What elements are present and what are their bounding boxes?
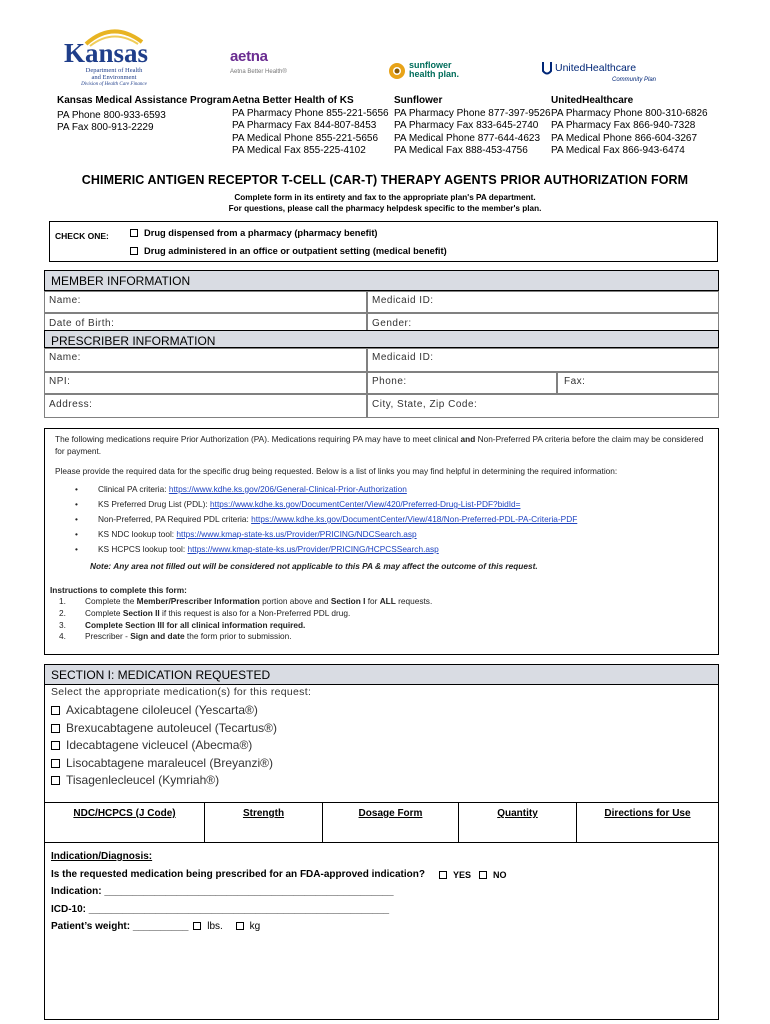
ndc-column[interactable] — [45, 803, 205, 843]
uhc-line: PA Pharmacy Fax 866-940-7328 — [551, 120, 696, 131]
member-name-field[interactable] — [44, 291, 367, 313]
lbs-label: lbs. — [207, 921, 223, 932]
prescriber-npi-field[interactable] — [44, 372, 367, 394]
instruction-text: Complete the — [85, 596, 137, 606]
medication-label: Brexucabtagene autoleucel (Tecartus®) — [66, 720, 277, 735]
prescriber-address-label: Address: — [49, 399, 93, 410]
instruction-text: the form prior to submission. — [184, 631, 292, 642]
medical-benefit-option[interactable] — [130, 246, 447, 256]
sunflower-logo-line1: sunflower — [409, 60, 452, 70]
medication-option[interactable] — [51, 737, 277, 755]
helpful-link-item: • KS HCPCS lookup tool: https://www.kmap-state-ks.us/Provider/PRICING/HCPCSSearch.asp — [75, 544, 439, 554]
instruction-text: if this request is also for a Non-Preferred PDL drug. — [159, 607, 351, 618]
kansas-contact — [57, 95, 231, 135]
prescriber-medicaid-id-field[interactable] — [367, 348, 719, 372]
benefit-type-box — [49, 221, 718, 262]
directions-column-header: Directions for Use — [604, 808, 691, 819]
aetna-line: PA Pharmacy Fax 844-807-8453 — [232, 120, 377, 131]
instruction-text: Prescriber - — [85, 631, 131, 642]
form-subtitle-2: For questions, please call the pharmacy helpdesk specific to the member's plan. — [228, 204, 542, 213]
uhc-contact-name: UnitedHealthcare — [551, 95, 634, 106]
prescriber-npi-label: NPI: — [49, 376, 71, 387]
fda-yes-checkbox[interactable] — [439, 871, 447, 879]
icd10-line[interactable]: ICD-10: ______________________________________________________ — [51, 904, 390, 915]
aetna-tagline: Aetna Better Health® — [230, 69, 287, 75]
instruction-text: portion above and — [259, 596, 331, 606]
aetna-line: PA Pharmacy Phone 855-221-5656 — [232, 107, 389, 119]
directions-column[interactable] — [577, 803, 718, 843]
clinical-pa-criteria-link[interactable]: https://www.kdhe.ks.gov/206/General-Clinical-Prior-Authorization — [168, 484, 407, 494]
link-label: KS NDC lookup tool: — [98, 529, 177, 539]
indication-line[interactable]: Indication: ____________________________________________________ — [51, 886, 394, 897]
uhc-line: PA Medical Fax 866-943-6474 — [551, 145, 685, 156]
instruction-bold: ALL — [379, 596, 396, 606]
unitedhealthcare-logo — [542, 60, 692, 90]
medication-list — [51, 702, 277, 790]
dosage-form-column[interactable] — [323, 803, 459, 843]
instruction-num: 1. — [59, 596, 66, 606]
instruction-item — [59, 620, 432, 632]
instruction-bold: Member/Prescriber Information — [136, 596, 260, 606]
dosage-form-column-header: Dosage Form — [358, 808, 423, 819]
fda-no-label: NO — [493, 870, 507, 880]
check-one-label: CHECK ONE: — [55, 231, 109, 241]
sunflower-line: PA Pharmacy Fax 833-645-2740 — [394, 120, 539, 131]
instruction-text: for — [365, 596, 380, 606]
drug-detail-table — [44, 803, 719, 843]
aetna-line: PA Medical Fax 855-225-4102 — [232, 145, 366, 156]
strength-column[interactable] — [205, 803, 323, 843]
kansas-pa-phone: PA Phone 800-933-6593 — [57, 109, 166, 121]
quantity-column[interactable] — [459, 803, 577, 843]
uhc-contact — [551, 95, 708, 158]
instruction-bold: Section II — [122, 607, 160, 618]
instruction-bold: Complete Section III for all clinical information required. — [85, 619, 306, 630]
pa-data-text: Please provide the required data for the specific drug being requested. Below is a list of links you may find helpful in determining the required information: — [55, 466, 618, 476]
medication-checkbox[interactable] — [51, 759, 60, 768]
medication-label: Idecabtagene vicleucel (Abecma®) — [66, 738, 253, 752]
medical-benefit-label: Drug administered in an office or outpatient setting (medical benefit) — [144, 246, 447, 256]
pharmacy-benefit-option[interactable] — [130, 228, 378, 238]
link-label: KS Preferred Drug List (PDL): — [98, 499, 211, 509]
medication-selection-box — [44, 685, 719, 803]
kansas-kdhe-logo — [58, 22, 168, 92]
sunflower-contact-name: Sunflower — [394, 95, 443, 106]
medication-checkbox[interactable] — [51, 741, 60, 750]
helpful-link-item: • Clinical PA criteria: https://www.kdhe.ks.gov/206/General-Clinical-Prior-Authorization — [75, 484, 407, 494]
instructions-list — [59, 596, 432, 643]
kansas-pa-fax: PA Fax 800-913-2229 — [57, 122, 154, 133]
fda-approved-question: Is the requested medication being prescribed for an FDA-approved indication? — [51, 869, 425, 880]
link-label: Clinical PA criteria: — [98, 484, 169, 494]
kg-checkbox[interactable] — [236, 922, 244, 930]
kansas-logo-sub1: Department of Health — [85, 67, 143, 74]
helpful-link-item: • Non-Preferred, PA Required PDL criteria: https://www.kdhe.ks.gov/DocumentCenter/View/418/Non-Preferred-PDL-PA-Criteria-PDF — [75, 514, 578, 524]
instruction-item — [59, 631, 432, 643]
member-info-header: MEMBER INFORMATION — [44, 270, 719, 291]
aetna-logo-text: aetna — [230, 48, 268, 65]
prescriber-city-label: City, State, Zip Code: — [372, 399, 478, 410]
prescriber-name-label: Name: — [49, 352, 81, 363]
sunflower-line: PA Medical Phone 877-644-4623 — [394, 132, 541, 144]
medication-option[interactable] — [51, 720, 277, 738]
section1-header: SECTION I: MEDICATION REQUESTED — [44, 664, 719, 685]
patient-weight-row — [51, 921, 260, 932]
medical-benefit-checkbox[interactable] — [130, 247, 138, 255]
sunflower-logo — [388, 60, 468, 86]
kansas-logo-sub3: Division of Health Care Finance — [81, 82, 147, 87]
helpful-link-item: • KS NDC lookup tool: https://www.kmap-state-ks.us/Provider/PRICING/NDCSearch.asp — [75, 529, 417, 539]
kansas-contact-name: Kansas Medical Assistance Program — [57, 95, 232, 106]
sunflower-contact — [394, 95, 551, 158]
uhc-u-icon — [542, 61, 552, 77]
member-gender-label: Gender: — [372, 318, 412, 329]
uhc-logo-sub: Community Plan — [612, 77, 657, 83]
pa-intro-part1: The following medications require Prior Authorization (PA). Medications requiring PA may have to meet clinical — [55, 434, 461, 444]
aetna-contact-name: Aetna Better Health of KS — [232, 95, 354, 106]
ndc-column-header: NDC/HCPCS (J Code) — [73, 808, 176, 819]
uhc-line: PA Pharmacy Phone 800-310-6826 — [551, 107, 708, 119]
prescriber-city-field[interactable] — [367, 394, 719, 418]
uhc-line: PA Medical Phone 866-604-3267 — [551, 132, 698, 144]
pa-info-box — [44, 428, 719, 655]
medication-label: Tisagenlecleucel (Kymriah®) — [66, 773, 220, 787]
sunflower-line: PA Medical Fax 888-453-4756 — [394, 145, 528, 156]
prescriber-phone-field[interactable] — [367, 372, 557, 394]
fda-yes-label: YES — [453, 870, 472, 880]
instruction-bold: Section I — [330, 596, 366, 606]
incomplete-note: Note: Any area not filled out will be considered not applicable to this PA & may affect the outcome of this request. — [90, 561, 538, 571]
prescriber-info-header: PRESCRIBER INFORMATION — [44, 330, 719, 348]
member-dob-label: Date of Birth: — [49, 318, 115, 329]
prescriber-name-field[interactable] — [44, 348, 367, 372]
medication-prompt: Select the appropriate medication(s) for this request: — [51, 686, 312, 698]
medication-option[interactable] — [51, 772, 277, 790]
indication-box — [44, 843, 719, 1020]
non-preferred-criteria-link[interactable]: https://www.kdhe.ks.gov/DocumentCenter/View/418/Non-Preferred-PDL-PA-Criteria-PDF — [251, 514, 578, 524]
kansas-logo-text: Kansas — [64, 38, 149, 68]
sunflower-line: PA Pharmacy Phone 877-397-9526 — [394, 107, 551, 119]
prescriber-fax-field[interactable] — [557, 372, 719, 394]
ndc-lookup-link[interactable]: https://www.kmap-state-ks.us/Provider/PRICING/NDCSearch.asp — [176, 529, 417, 539]
helpful-links-list — [75, 482, 577, 557]
instruction-item — [59, 596, 432, 608]
prescriber-medicaid-id-label: Medicaid ID: — [372, 352, 434, 363]
prescriber-address-field[interactable] — [44, 394, 367, 418]
pharmacy-benefit-label: Drug dispensed from a pharmacy (pharmacy benefit) — [144, 228, 378, 238]
sunflower-icon — [388, 62, 406, 80]
link-label: KS HCPCS lookup tool: — [98, 544, 188, 554]
instruction-bold: Sign and date — [130, 631, 185, 642]
indication-diagnosis-heading: Indication/Diagnosis: — [51, 851, 153, 862]
medication-label: Lisocabtagene maraleucel (Breyanzi®) — [66, 755, 273, 770]
sunflower-logo-line2: health plan. — [409, 69, 460, 79]
fda-no-checkbox[interactable] — [479, 871, 487, 879]
hcpcs-lookup-link[interactable]: https://www.kmap-state-ks.us/Provider/PRICING/HCPCSSearch.asp — [187, 544, 439, 554]
strength-column-header: Strength — [242, 808, 285, 819]
lbs-checkbox[interactable] — [193, 922, 201, 930]
pa-intro-part2: Non-Preferred PA criteria before the claim may be considered for payment. — [55, 434, 704, 456]
medication-option[interactable] — [51, 702, 277, 720]
pdl-link[interactable]: https://www.kdhe.ks.gov/DocumentCenter/View/420/Preferred-Drug-List-PDF?bidId= — [210, 499, 521, 509]
instruction-item — [59, 608, 432, 620]
prescriber-phone-label: Phone: — [372, 376, 407, 387]
medication-option[interactable] — [51, 755, 277, 773]
form-subtitle-1: Complete form in its entirety and fax to the appropriate plan's PA department. — [234, 193, 536, 202]
uhc-logo-text: UnitedHealthcare — [555, 62, 637, 74]
instruction-text: requests. — [395, 596, 433, 606]
aetna-line: PA Medical Phone 855-221-5656 — [232, 132, 379, 144]
instruction-num: 2. — [59, 607, 66, 618]
aetna-contact — [232, 95, 389, 158]
member-medicaid-id-label: Medicaid ID: — [372, 295, 434, 306]
form-title: CHIMERIC ANTIGEN RECEPTOR T-CELL (CAR-T) THERAPY AGENTS PRIOR AUTHORIZATION FORM — [81, 173, 689, 187]
link-label: Non-Preferred, PA Required PDL criteria: — [98, 514, 252, 524]
fda-no-option[interactable] — [479, 870, 507, 880]
instruction-num: 4. — [59, 631, 66, 642]
aetna-logo — [230, 48, 300, 84]
medication-checkbox[interactable] — [51, 776, 60, 785]
instruction-text: Complete — [85, 607, 123, 618]
fda-yes-option[interactable] — [439, 870, 471, 880]
medication-checkbox[interactable] — [51, 706, 60, 715]
pa-intro-text — [55, 434, 710, 457]
medication-label: Axicabtagene ciloleucel (Yescarta®) — [66, 703, 258, 717]
helpful-link-item: • KS Preferred Drug List (PDL): https://www.kdhe.ks.gov/DocumentCenter/View/420/Preferred-Drug-List-PDF?bidId= — [75, 499, 521, 509]
member-name-label: Name: — [49, 295, 81, 306]
instruction-num: 3. — [59, 619, 66, 630]
kg-label: kg — [249, 921, 261, 932]
member-medicaid-id-field[interactable] — [367, 291, 719, 313]
quantity-column-header: Quantity — [497, 808, 538, 819]
medication-checkbox[interactable] — [51, 724, 60, 733]
kansas-logo-sub2: and Environment — [91, 74, 137, 81]
pharmacy-benefit-checkbox[interactable] — [130, 229, 138, 237]
pa-intro-and: and — [460, 434, 476, 444]
instructions-heading: Instructions to complete this form: — [50, 585, 187, 595]
prescriber-fax-label: Fax: — [564, 376, 586, 387]
patient-weight-field[interactable]: Patient’s weight: __________ — [51, 921, 189, 932]
